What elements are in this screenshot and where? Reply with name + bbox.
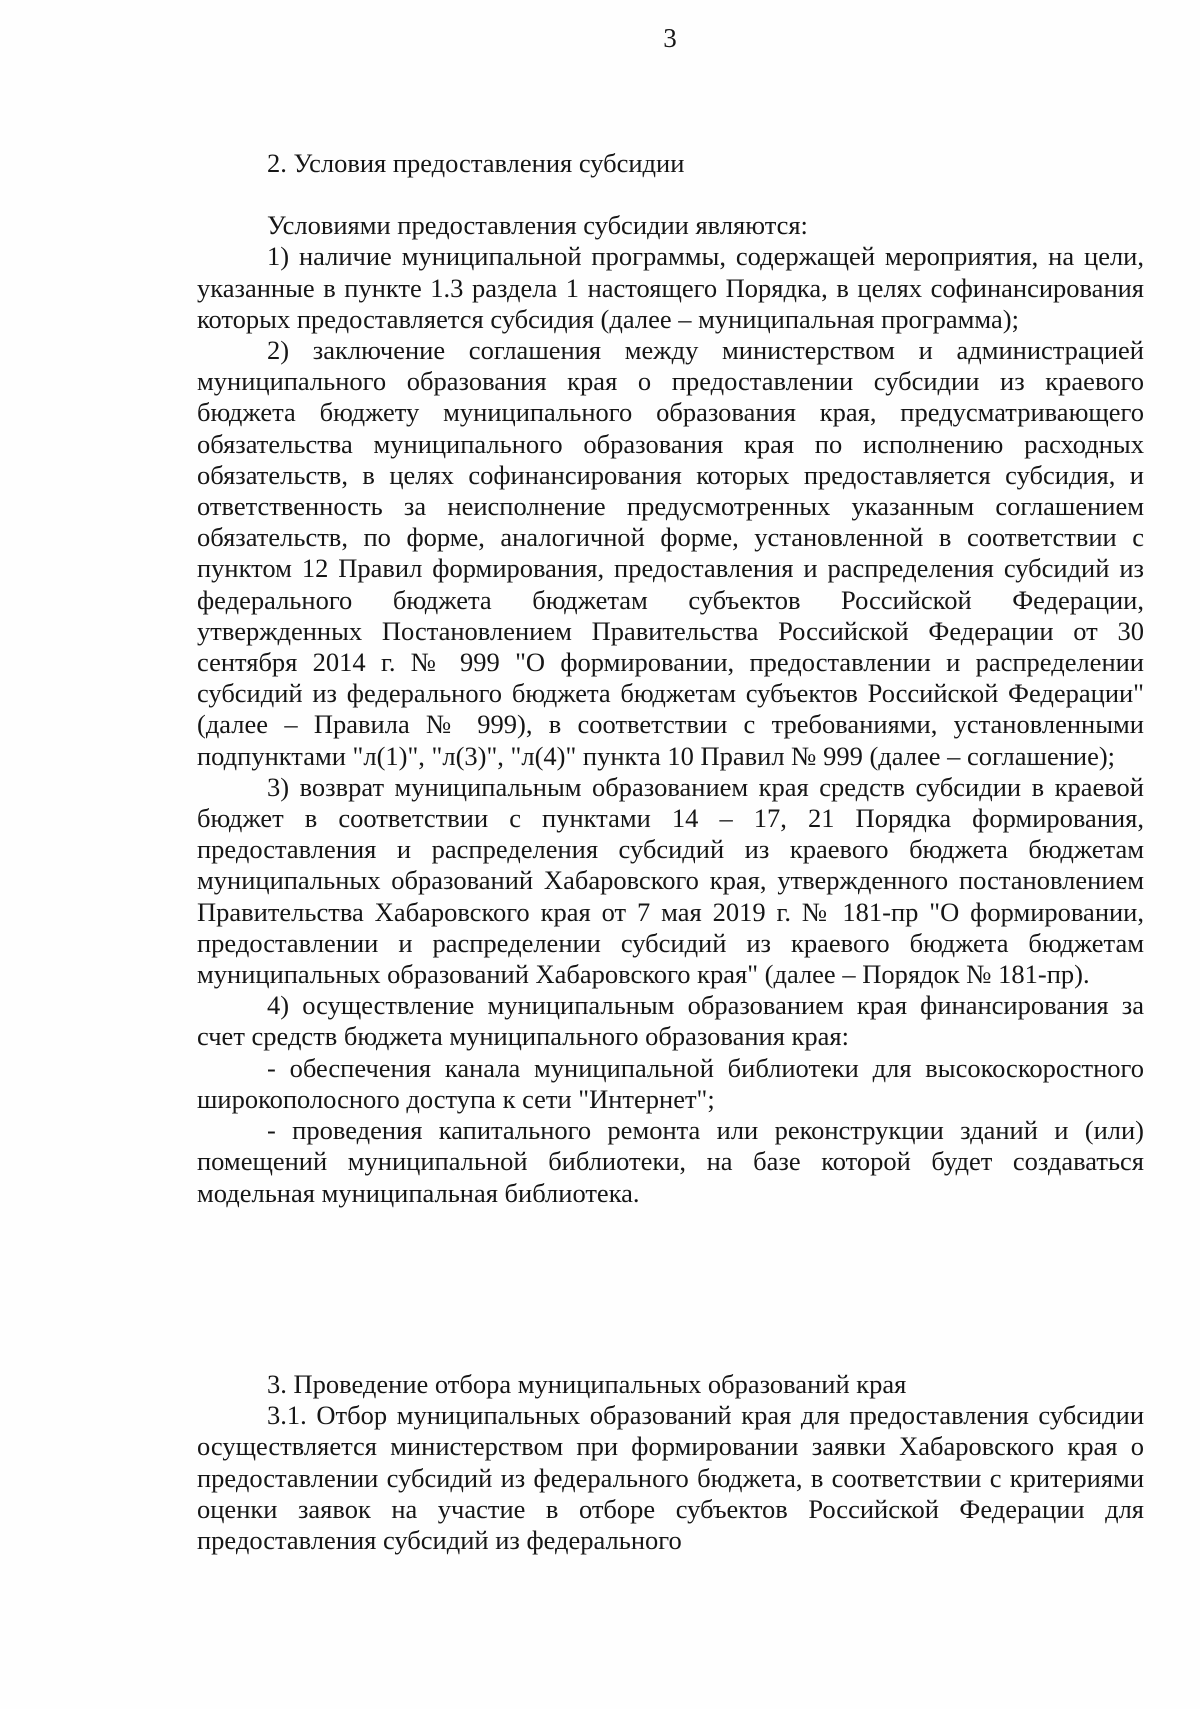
condition-item-2: 2) заключение соглашения между министерством и администрацией муниципального образования края о предоставлении субсидии из краевого бюджета бюджету муниципального образования края, предусматривающего обязательства муниципального образования края по исполнению расходных обязательств, в целях софинансирования которых предоставляется субсидия, и ответственность за неисполнение предусмотренных указанным соглашением обязательств, по форме, аналогичной форме, установленной в соответствии с пунктом 12 Правил формирования, предоставления и распределения субсидий из федерального бюджета бюджетам субъектов Российской Федерации, утвержденных Постановлением Правительства Российской Федерации от 30 сентября 2014 г. № 999 "О формировании, предоставлении и распределении субсидий из федерального бюджета бюджетам субъектов Российской Федерации" (далее – Правила № 999), в соответствии с требованиями, установленными подпунктами "л(1)", "л(3)", "л(4)" пункта 10 Правил № 999 (далее – соглашение); (197, 335, 1144, 771)
section-2-heading: 2. Условия предоставления субсидии (267, 148, 685, 178)
section-2 (197, 148, 1144, 1209)
condition-item-1: 1) наличие муниципальной программы, содержащей мероприятия, на цели, указанные в пункте 1.3 раздела 1 настоящего Порядка, в целях софинансирования которых предоставляется субсидия (далее – муниципальная программа); (197, 241, 1144, 334)
condition-subitem-1: - обеспечения канала муниципальной библиотеки для высокоскоростного широкополосного доступа к сети "Интернет"; (197, 1052, 1144, 1114)
section-3-paragraph: 3.1. Отбор муниципальных образований края для предоставления субсидии осуществляется министерством при формировании заявки Хабаровского края о предоставлении субсидий из федерального бюджета, в соответствии с критериями оценки заявок на участие в отборе субъектов Российской Федерации для предоставления субсидий из федерального (197, 1400, 1144, 1556)
section-2-intro: Условиями предоставления субсидии являются: (267, 210, 808, 241)
section-3-heading: 3. Проведение отбора муниципальных образований края (267, 1369, 907, 1399)
section-3 (197, 1369, 1144, 1556)
condition-subitem-2: - проведения капитального ремонта или реконструкции зданий и (или) помещений муниципальной библиотеки, на базе которой будет создаваться модельная муниципальная библиотека. (197, 1115, 1144, 1208)
spacer (197, 179, 1144, 210)
condition-item-3: 3) возврат муниципальным образованием края средств субсидии в краевой бюджет в соответствии с пунктами 14 – 17, 21 Порядка формирования, предоставления и распределения субсидий из краевого бюджета бюджетам муниципальных образований Хабаровского края, утвержденного постановлением Правительства Хабаровского края от 7 мая 2019 г. № 181-пр "О формировании, предоставлении и распределении субсидий из краевого бюджета бюджетам муниципальных образований Хабаровского края" (далее – Порядок № 181-пр). (197, 771, 1144, 990)
condition-item-4: 4) осуществление муниципальным образованием края финансирования за счет средств бюджета муниципального образования края: (197, 990, 1144, 1052)
page-number: 3 (663, 23, 677, 53)
